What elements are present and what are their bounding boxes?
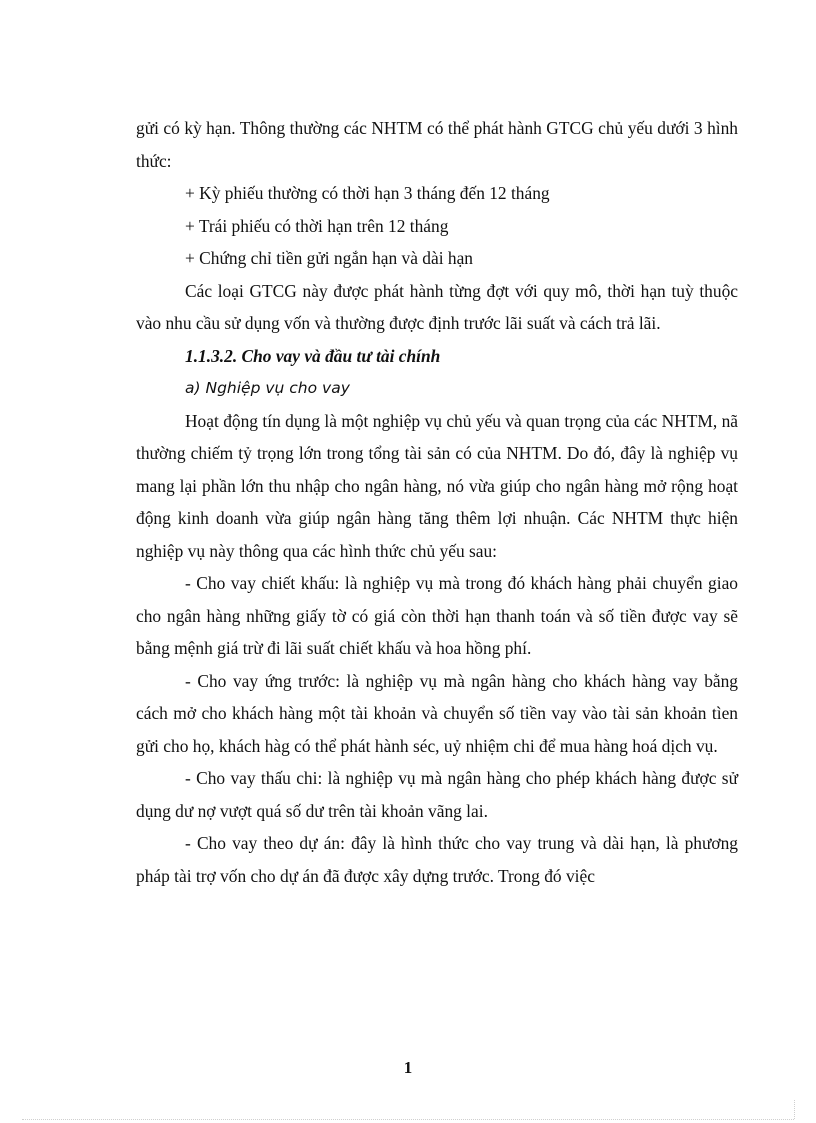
subsection-heading: a) Nghiệp vụ cho vay: [185, 379, 350, 397]
section-heading: 1.1.3.2. Cho vay và đầu tư tài chính: [185, 345, 441, 366]
paragraph-project-loan: - Cho vay theo dự án: đây là hình thức cho vay trung và dài hạn, là phương pháp tài trợ vốn cho dự án đã được xây dựng trước. Trong đó việc: [136, 833, 738, 886]
document-body: [136, 112, 738, 892]
list-item-chung-chi: + Chứng chỉ tiền gửi ngắn hạn và dài hạn: [185, 248, 474, 268]
paragraph-overdraft-loan: - Cho vay thấu chi: là nghiệp vụ mà ngân hàng cho phép khách hàng được sử dụng dư nợ vượt quá số dư trên tài khoản vãng lai.: [136, 768, 738, 821]
paragraph-advance-loan: - Cho vay ứng trước: là nghiệp vụ mà ngân hàng cho khách hàng vay bằng cách mở cho khách hàng một tài khoản và chuyển số tiền vay vào tài sản khoản tìen gửi cho họ, khách hàg có thể phát hành séc, uỷ nhiệm chi để mua hàng hoá dịch vụ.: [136, 670, 738, 756]
paragraph-credit-activity: Hoạt động tín dụng là một nghiệp vụ chủ yếu và quan trọng của các NHTM, nã thường chiếm tỷ trọng lớn trong tổng tài sản có của NHTM. Do đó, đây là nghiệp vụ mang lại phần lớn thu nhập cho ngân hàng, nó vừa giúp cho ngân hàng mở rộng hoạt động kinh doanh vừa giúp ngân hàng tăng thêm lợi nhuận. Các NHTM thực hiện nghiệp vụ này thông qua các hình thức chủ yếu sau:: [136, 410, 738, 561]
paragraph-gtcg-intro: gửi có kỳ hạn. Thông thường các NHTM có thể phát hành GTCG chủ yếu dưới 3 hình thức:: [136, 118, 738, 171]
list-item-ky-phieu: + Kỳ phiếu thường có thời hạn 3 tháng đến 12 tháng: [185, 183, 550, 203]
paragraph-gtcg-issuance: Các loại GTCG này được phát hành từng đợt với quy mô, thời hạn tuỳ thuộc vào nhu cầu sử dụng vốn và thường được định trước lãi suất và cách trả lãi.: [136, 280, 738, 333]
paragraph-discount-loan: - Cho vay chiết khấu: là nghiệp vụ mà trong đó khách hàng phải chuyển giao cho ngân hàng những giấy tờ có giá còn thời hạn thanh toán và số tiền được vay sẽ bằng mệnh giá trừ đi lãi suất chiết khấu và hoa hồng phí.: [136, 573, 738, 658]
page-side-border: [794, 1100, 795, 1119]
list-item-trai-phieu: + Trái phiếu có thời hạn trên 12 tháng: [185, 215, 449, 236]
page-number: 1: [403, 1058, 413, 1077]
page-bottom-border: [22, 1119, 794, 1120]
